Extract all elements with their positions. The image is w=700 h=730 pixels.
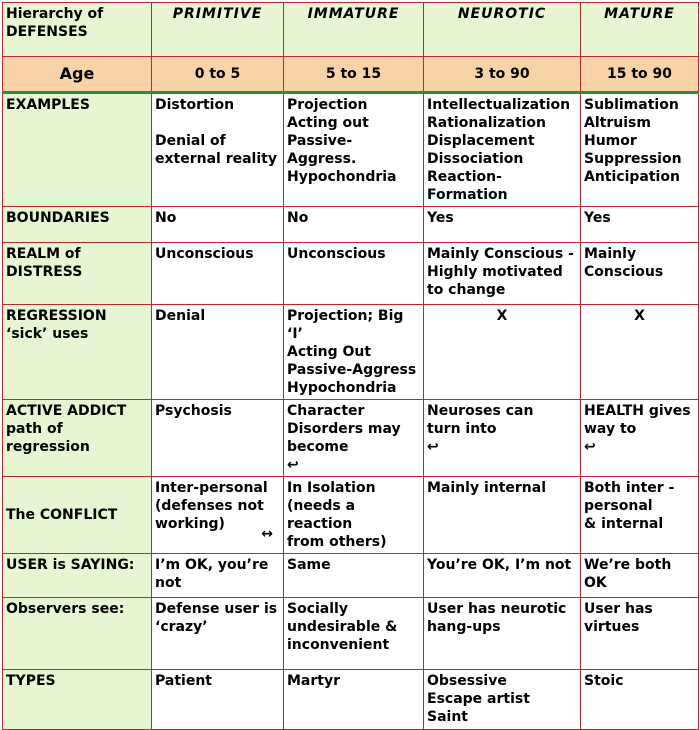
saying-primitive: I’m OK, you’re not (152, 554, 284, 598)
types-row (3, 670, 699, 730)
types-neurotic: Obsessive Escape artist Saint (424, 670, 581, 730)
addict-neurotic-text: Neuroses can turn into (427, 403, 534, 437)
active-addict-label: ACTIVE ADDICT (6, 403, 127, 419)
return-arrow-icon: ↩ (584, 439, 596, 455)
header-row (3, 3, 699, 57)
return-arrow-icon: ↩ (287, 457, 299, 473)
addict-mature-text: HEALTH gives way to (584, 403, 691, 437)
row-label-user-saying: USER is SAYING: (3, 554, 152, 598)
conflict-primitive-text: Inter-personal (defenses not working) (155, 480, 268, 532)
types-mature: Stoic (581, 670, 699, 730)
examples-neurotic: Intellectualization Rationalization Displacement Dissociation Reaction-Formation (424, 93, 581, 207)
realm-immature: Unconscious (284, 243, 424, 305)
row-label-boundaries: BOUNDARIES (3, 207, 152, 243)
active-addict-sublabel: path of regression (6, 421, 90, 455)
column-header-neurotic: NEUROTIC (424, 3, 581, 57)
saying-neurotic: You’re OK, I’m not (424, 554, 581, 598)
observers-neurotic: User has neurotic hang-ups (424, 598, 581, 670)
active-addict-row (3, 400, 699, 477)
boundaries-neurotic: Yes (424, 207, 581, 243)
realm-of-distress-row (3, 243, 699, 305)
age-row (3, 57, 699, 93)
realm-mature: Mainly Conscious (581, 243, 699, 305)
age-label: Age (3, 57, 152, 93)
types-immature: Martyr (284, 670, 424, 730)
addict-mature (581, 400, 699, 477)
addict-primitive-text: Psychosis (155, 403, 232, 419)
row-label-active-addict (3, 400, 152, 477)
realm-primitive: Unconscious (152, 243, 284, 305)
types-primitive: Patient (152, 670, 284, 730)
addict-primitive (152, 400, 284, 477)
examples-mature: Sublimation Altruism Humor Suppression Anticipation (581, 93, 699, 207)
return-arrow-icon: ↩ (427, 439, 439, 455)
realm-neurotic: Mainly Conscious - Highly motivated to change (424, 243, 581, 305)
addict-neurotic (424, 400, 581, 477)
conflict-mature: Both inter - personal & internal (581, 477, 699, 554)
row-label-observers: Observers see: (3, 598, 152, 670)
addict-immature (284, 400, 424, 477)
column-header-immature: IMMATURE (284, 3, 424, 57)
examples-row (3, 93, 699, 207)
age-neurotic: 3 to 90 (424, 57, 581, 93)
row-label-examples: EXAMPLES (3, 93, 152, 207)
boundaries-mature: Yes (581, 207, 699, 243)
column-header-mature: MATURE (581, 3, 699, 57)
age-primitive: 0 to 5 (152, 57, 284, 93)
examples-immature: Projection Acting out Passive-Aggress. Hypochondria (284, 93, 424, 207)
row-label-realm-of-distress: REALM of DISTRESS (3, 243, 152, 305)
observers-immature: Socially undesirable & inconvenient (284, 598, 424, 670)
conflict-immature: In Isolation (needs a reaction from others) (284, 477, 424, 554)
examples-primitive: Distortion Denial of external reality (152, 93, 284, 207)
saying-mature: We’re both OK (581, 554, 699, 598)
boundaries-row (3, 207, 699, 243)
regression-immature: Projection; Big ‘I’ Acting Out Passive-Aggress Hypochondria (284, 305, 424, 400)
row-label-types: TYPES (3, 670, 152, 730)
boundaries-immature: No (284, 207, 424, 243)
row-label-regression: REGRESSION ‘sick’ uses (3, 305, 152, 400)
observers-mature: User has virtues (581, 598, 699, 670)
boundaries-primitive: No (152, 207, 284, 243)
table-title: Hierarchy of DEFENSES (3, 3, 152, 57)
addict-immature-text: Character Disorders may become (287, 403, 401, 455)
double-arrow-icon: ↔ (261, 526, 273, 542)
conflict-neurotic: Mainly internal (424, 477, 581, 554)
column-header-primitive: PRIMITIVE (152, 3, 284, 57)
regression-neurotic: X (424, 305, 581, 400)
regression-row (3, 305, 699, 400)
conflict-primitive (152, 477, 284, 554)
regression-primitive: Denial (152, 305, 284, 400)
observers-primitive: Defense user is ‘crazy’ (152, 598, 284, 670)
observers-row (3, 598, 699, 670)
regression-mature: X (581, 305, 699, 400)
saying-immature: Same (284, 554, 424, 598)
user-saying-row (3, 554, 699, 598)
row-label-conflict: The CONFLICT (3, 477, 152, 554)
age-immature: 5 to 15 (284, 57, 424, 93)
defenses-table (2, 2, 699, 730)
conflict-row (3, 477, 699, 554)
age-mature: 15 to 90 (581, 57, 699, 93)
